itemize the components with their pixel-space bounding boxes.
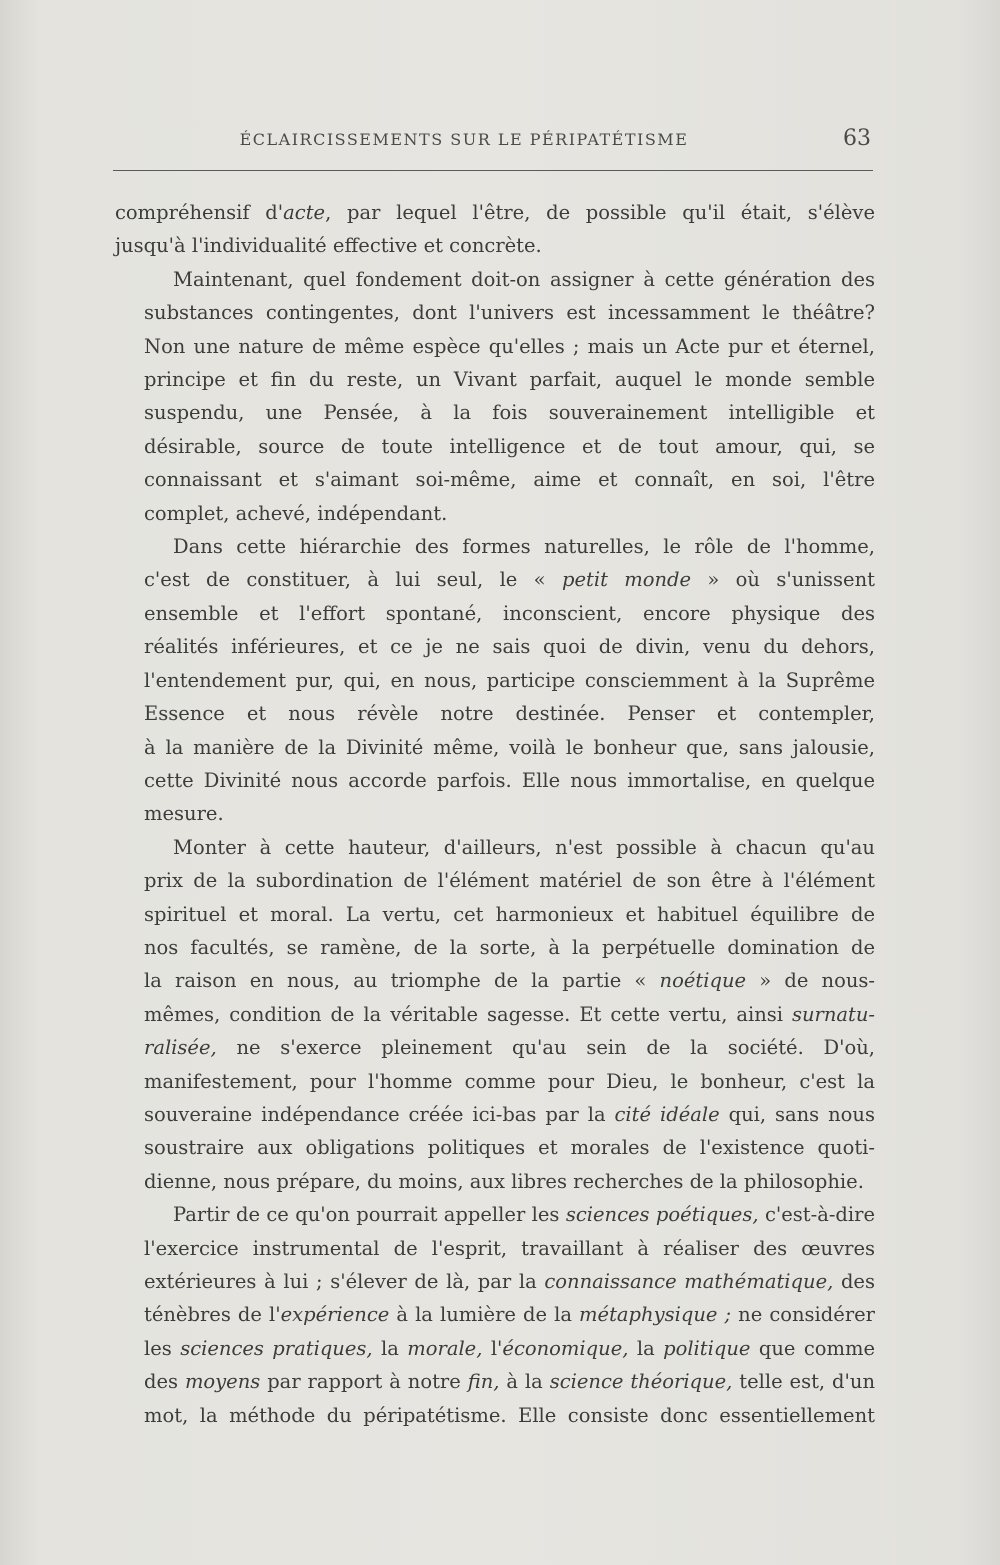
text-line [115, 1265, 875, 1298]
text-run: soustraire aux obligations politiques et morales de l'existence quoti- [144, 1136, 875, 1160]
text-line [115, 998, 875, 1031]
text-run: l'entendement pur, qui, en nous, participe consciemment à la Suprême [144, 668, 875, 692]
text-run: ténèbres de l' [144, 1303, 281, 1327]
text-line [115, 396, 875, 429]
text-run: Essence et nous révèle notre destinée. Penser et contempler, [144, 702, 875, 726]
text-line [115, 196, 875, 229]
text-run: des [833, 1270, 875, 1293]
text-run: l' [482, 1336, 503, 1360]
text-line [115, 731, 875, 764]
text-line [115, 563, 875, 596]
text-run: , par lequel l'être, de possible qu'il était, s'élève [325, 201, 875, 224]
text-run: l'exercice instrumental de l'esprit, travaillant à réaliser des œuvres [144, 1236, 875, 1260]
text-run: substances contingentes, dont l'univers est incessamment le théâtre? [144, 301, 875, 325]
text-line [115, 1232, 875, 1265]
italic-term: petit monde [561, 568, 692, 592]
italic-term: expérience [280, 1303, 390, 1327]
text-run: la [628, 1336, 664, 1360]
text-line [115, 1365, 875, 1398]
header-rule [113, 170, 873, 171]
text-run: spirituel et moral. La vertu, cet harmonieux et habituel équilibre de [144, 902, 875, 926]
italic-term: noétique [659, 969, 747, 993]
italic-term: ralisée, [144, 1036, 217, 1060]
text-run: Non une nature de même espèce qu'elles ; mais un Acte pur et éternel, [144, 334, 875, 358]
text-run: les [144, 1336, 181, 1360]
text-run: souveraine indépendance créée ici-bas par la [144, 1102, 615, 1126]
text-run: mêmes, condition de la véritable sagesse. Et cette vertu, ainsi [144, 1002, 792, 1026]
text-line [115, 330, 875, 363]
paragraph [115, 263, 875, 530]
text-run: la raison en nous, au triomphe de la partie « [144, 969, 660, 993]
text-run: c'est de constituer, à lui seul, le « [144, 568, 562, 592]
paragraph [115, 831, 875, 1198]
text-line [115, 1131, 875, 1164]
text-line [115, 229, 875, 262]
text-line [115, 463, 875, 496]
text-line [115, 430, 875, 463]
italic-term: politique [663, 1336, 751, 1360]
text-run: la [372, 1336, 408, 1360]
text-line [115, 898, 875, 931]
italic-term: acte [283, 201, 326, 224]
italic-term: sciences poétiques, [565, 1203, 759, 1227]
text-run: des [144, 1370, 185, 1394]
text-line [115, 764, 875, 797]
text-line [115, 1332, 875, 1365]
text-line [115, 1198, 875, 1231]
text-run: réalités inférieures, et ce je ne sais quoi de divin, venu du dehors, [144, 635, 875, 659]
text-line [115, 664, 875, 697]
text-run: » où s'unissent [691, 568, 875, 592]
text-line [115, 1165, 875, 1198]
text-run: nos facultés, se ramène, de la sorte, à la perpétuelle domination de [144, 935, 875, 959]
text-run: suspendu, une Pensée, à la fois souverainement intelligible et [144, 401, 875, 425]
text-run: par rapport à notre [260, 1370, 468, 1394]
italic-term: morale, [407, 1336, 483, 1360]
text-run: à la lumière de la [389, 1303, 580, 1327]
text-run: compréhensif d' [115, 201, 284, 224]
text-run: que comme [750, 1336, 876, 1360]
text-line [115, 1298, 875, 1331]
text-line [115, 597, 875, 630]
italic-term: moyens [184, 1370, 261, 1394]
text-run: Partir de ce qu'on pourrait appeller les [173, 1203, 566, 1227]
text-line [115, 363, 875, 396]
text-run: mesure. [144, 802, 224, 826]
text-run: manifestement, pour l'homme comme pour Dieu, le bonheur, c'est la [144, 1069, 875, 1093]
text-run: c'est-à-dire [758, 1203, 875, 1227]
text-run: Maintenant, quel fondement doit-on assigner à cette génération des [173, 267, 875, 291]
italic-term: science théorique, [549, 1370, 733, 1394]
text-line [115, 1399, 875, 1432]
text-line [115, 864, 875, 897]
text-run: telle est, d'un [732, 1370, 875, 1394]
text-line [115, 296, 875, 329]
text-run: désirable, source de toute intelligence et de tout amour, qui, se [144, 434, 875, 458]
text-line [115, 1031, 875, 1064]
text-run: mot, la méthode du péripatétisme. Elle consiste donc essentiellement [144, 1403, 875, 1427]
text-run: à la manière de la Divinité même, voilà le bonheur que, sans jalousie, [144, 735, 875, 759]
text-run: ne s'exerce pleinement qu'au sein de la société. D'où, [216, 1036, 875, 1060]
page-header [113, 126, 875, 156]
italic-term: connaissance mathématique, [544, 1270, 834, 1293]
text-run: cette Divinité nous accorde parfois. Elle nous immortalise, en quelque [144, 768, 875, 792]
italic-term: métaphysique ; [579, 1303, 732, 1327]
text-line [115, 697, 875, 730]
text-line [115, 1098, 875, 1131]
italic-term: cité idéale [614, 1102, 720, 1126]
text-line [115, 964, 875, 997]
text-run: ne considérer [731, 1303, 875, 1327]
text-run: qui, sans nous [719, 1102, 875, 1126]
italic-term: fin, [467, 1370, 500, 1394]
text-run: Dans cette hiérarchie des formes naturelles, le rôle de l'homme, [173, 535, 875, 559]
paragraph [115, 530, 875, 831]
italic-term: sciences pratiques, [180, 1336, 373, 1360]
body-text [115, 196, 875, 1432]
italic-term: surnatu- [791, 1002, 875, 1026]
italic-term: économique, [502, 1336, 629, 1360]
text-run: connaissant et s'aimant soi-même, aime et connaît, en soi, l'être [144, 468, 875, 492]
text-line [115, 630, 875, 663]
text-run: jusqu'à l'individualité effective et concrète. [115, 234, 542, 258]
text-line [115, 831, 875, 864]
text-run: extérieures à lui ; s'élever de là, par la [144, 1270, 545, 1293]
text-line [115, 530, 875, 563]
text-line [115, 263, 875, 296]
text-run: » de nous- [746, 969, 875, 993]
text-run: prix de la subordination de l'élément matériel de son être à l'élément [144, 869, 875, 893]
text-run: ensemble et l'effort spontané, inconscient, encore physique des [144, 601, 875, 625]
page-number: 63 [843, 126, 871, 151]
text-run: complet, achevé, indépendant. [144, 501, 448, 525]
text-run: à la [499, 1370, 550, 1394]
paragraph [115, 1198, 875, 1432]
text-run: dienne, nous prépare, du moins, aux libres recherches de la philosophie. [144, 1169, 864, 1193]
text-line [115, 497, 875, 530]
text-line [115, 1065, 875, 1098]
text-run: principe et fin du reste, un Vivant parfait, auquel le monde semble [144, 368, 875, 392]
running-title: ÉCLAIRCISSEMENTS SUR LE PÉRIPATÉTISME [239, 130, 689, 149]
text-run: Monter à cette hauteur, d'ailleurs, n'est possible à chacun qu'au [173, 835, 875, 859]
text-line [115, 797, 875, 830]
paragraph [115, 196, 875, 263]
text-line [115, 931, 875, 964]
